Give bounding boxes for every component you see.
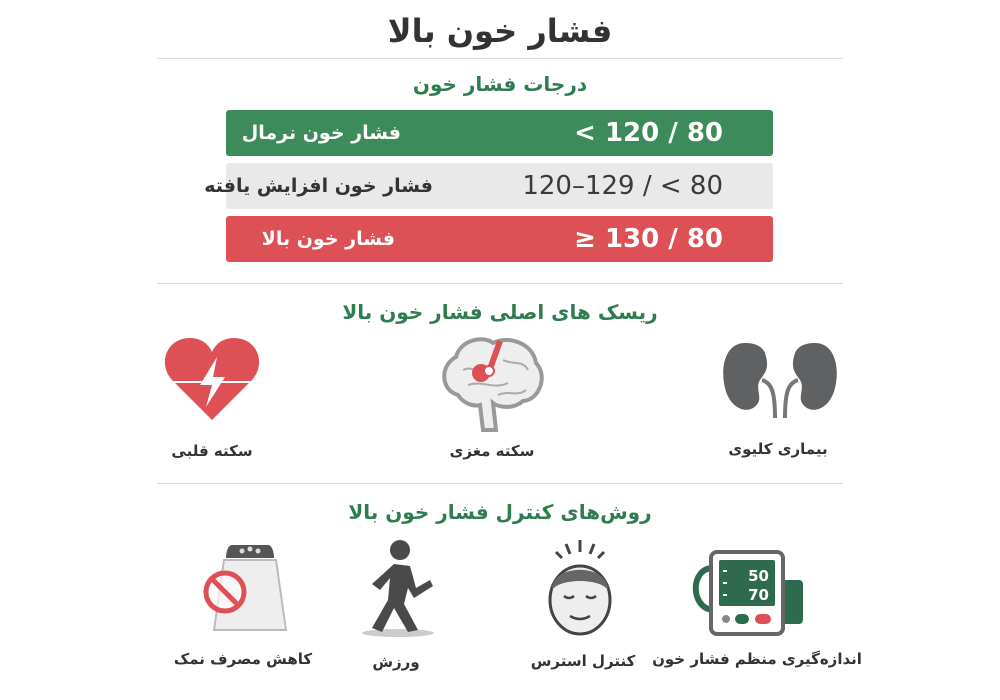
divider — [157, 283, 843, 284]
category-label: فشار خون بالا — [261, 228, 395, 250]
control-label-exercise: ورزش — [372, 653, 420, 671]
heart-icon — [162, 335, 262, 425]
risks-heading: ریسک های اصلی فشار خون بالا — [342, 300, 658, 324]
category-row-high — [226, 216, 773, 262]
monitor-reading-bottom: 70 — [748, 586, 769, 604]
divider — [157, 58, 843, 59]
category-value: < 120 / 80 — [574, 118, 723, 148]
categories-heading: درجات فشار خون — [412, 72, 588, 96]
risk-label-stroke: سکته مغزی — [449, 442, 535, 460]
salt-shaker-icon — [200, 540, 290, 640]
monitor-reading-top: 50 — [748, 567, 769, 585]
walking-person-icon — [358, 538, 438, 638]
risk-label-heart-attack: سکته قلبی — [171, 442, 253, 460]
control-label-stress-control: کنترل استرس — [530, 652, 636, 670]
control-label-reduce-salt: کاهش مصرف نمک — [173, 650, 313, 668]
category-row-elevated — [204, 163, 773, 209]
risk-label-kidney-disease: بیماری کلیوی — [728, 440, 828, 458]
category-label: فشار خون افزایش یافته — [204, 175, 433, 197]
control-label-regular-bp-measurement: اندازه‌گیری منظم فشار خون — [652, 650, 862, 668]
kidneys-icon — [720, 338, 840, 420]
divider — [157, 483, 843, 484]
category-value: ≥ 130 / 80 — [574, 224, 723, 254]
category-row-normal — [226, 110, 773, 156]
page-title: فشار خون بالا — [387, 12, 613, 50]
category-label: فشار خون نرمال — [241, 122, 401, 144]
brain-icon — [438, 335, 546, 435]
control-heading: روش‌های کنترل فشار خون بالا — [348, 500, 652, 524]
calm-face-icon — [540, 538, 620, 638]
category-value: 120–129 / < 80 — [522, 171, 723, 201]
blood-pressure-monitor-icon — [685, 548, 805, 638]
